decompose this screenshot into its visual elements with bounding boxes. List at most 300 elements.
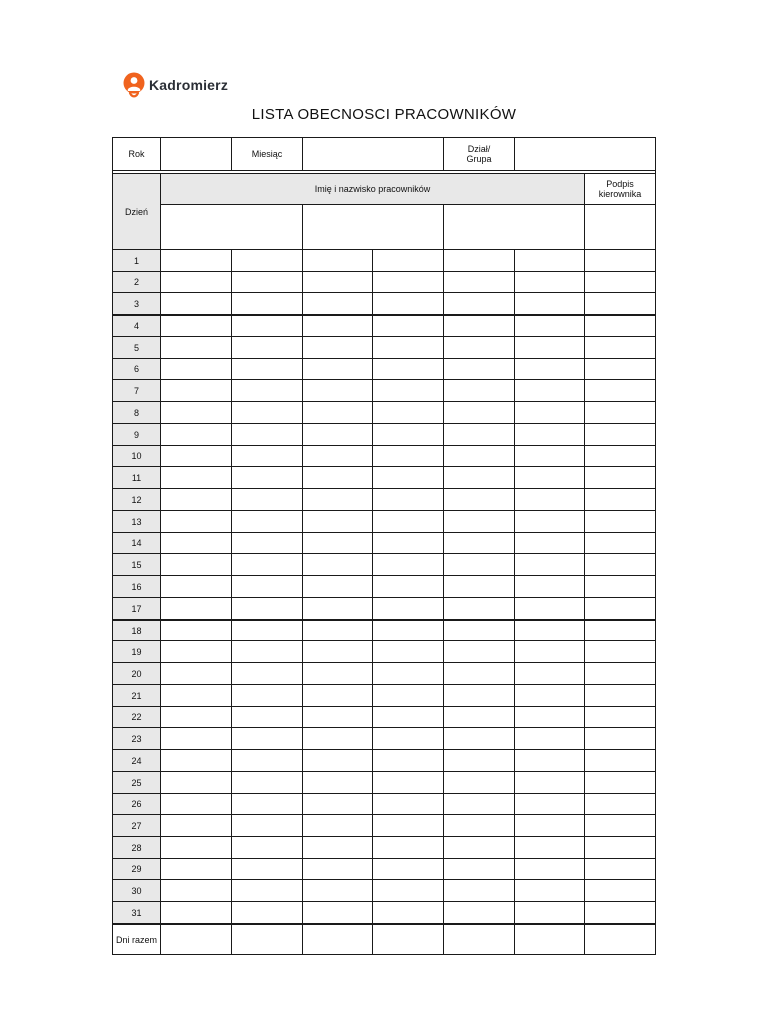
day-7-cell-7[interactable] — [584, 379, 656, 402]
day-5-cell-1[interactable] — [160, 336, 232, 359]
day-24-cell-6[interactable] — [514, 749, 585, 772]
day-23-cell-1[interactable] — [160, 727, 232, 750]
day-20-cell-4[interactable] — [372, 662, 444, 685]
day-21-cell-3[interactable] — [302, 684, 373, 707]
day-28-cell-5[interactable] — [443, 836, 515, 859]
day-25-cell-4[interactable] — [372, 771, 444, 794]
day-17-cell-7[interactable] — [584, 597, 656, 620]
day-1-cell-5[interactable] — [443, 249, 515, 272]
day-number-5 — [112, 336, 161, 359]
dni-razem-cell-1[interactable] — [160, 923, 232, 955]
day-20-cell-7[interactable] — [584, 662, 656, 685]
day-7-cell-4[interactable] — [372, 379, 444, 402]
day-11-cell-1[interactable] — [160, 466, 232, 489]
day-22-cell-1[interactable] — [160, 706, 232, 728]
day-number-11-text: 11 — [131, 472, 142, 483]
day-3-cell-4[interactable] — [372, 292, 444, 315]
day-18-cell-6[interactable] — [514, 619, 585, 641]
day-16-cell-1[interactable] — [160, 575, 232, 598]
day-1-cell-2[interactable] — [231, 249, 303, 272]
day-number-12-text: 12 — [131, 494, 142, 505]
day-28-cell-2[interactable] — [231, 836, 303, 859]
day-number-3 — [112, 292, 161, 315]
day-30-cell-4[interactable] — [372, 879, 444, 902]
day-13-cell-7[interactable] — [584, 510, 656, 533]
day-16-cell-6[interactable] — [514, 575, 585, 598]
rok-label — [112, 137, 161, 171]
day-2-cell-7[interactable] — [584, 271, 656, 293]
day-6-cell-6[interactable] — [514, 358, 585, 380]
day-1-cell-3[interactable] — [302, 249, 373, 272]
day-29-cell-3[interactable] — [302, 858, 373, 880]
day-number-31 — [112, 901, 161, 924]
dni-razem-cell-7[interactable] — [584, 923, 656, 955]
day-23-cell-4[interactable] — [372, 727, 444, 750]
day-number-10 — [112, 445, 161, 467]
day-11-cell-2[interactable] — [231, 466, 303, 489]
day-27-cell-1[interactable] — [160, 814, 232, 837]
day-27-cell-6[interactable] — [514, 814, 585, 837]
day-22-cell-5[interactable] — [443, 706, 515, 728]
day-20-cell-6[interactable] — [514, 662, 585, 685]
day-10-cell-2[interactable] — [231, 445, 303, 467]
day-18-cell-1[interactable] — [160, 619, 232, 641]
day-30-cell-6[interactable] — [514, 879, 585, 902]
day-number-25-text: 25 — [131, 777, 142, 788]
day-17-cell-2[interactable] — [231, 597, 303, 620]
day-4-cell-4[interactable] — [372, 314, 444, 337]
day-number-4 — [112, 314, 161, 337]
day-3-cell-5[interactable] — [443, 292, 515, 315]
day-20-cell-3[interactable] — [302, 662, 373, 685]
day-4-cell-2[interactable] — [231, 314, 303, 337]
day-number-3-text: 3 — [133, 298, 139, 309]
day-6-cell-3[interactable] — [302, 358, 373, 380]
day-11-cell-6[interactable] — [514, 466, 585, 489]
day-8-cell-4[interactable] — [372, 401, 444, 424]
day-3-cell-2[interactable] — [231, 292, 303, 315]
day-12-cell-5[interactable] — [443, 488, 515, 511]
day-15-cell-7[interactable] — [584, 553, 656, 576]
day-22-cell-4[interactable] — [372, 706, 444, 728]
miesiac-field[interactable] — [302, 137, 444, 171]
day-19-cell-6[interactable] — [514, 640, 585, 663]
day-17-cell-1[interactable] — [160, 597, 232, 620]
day-number-22 — [112, 706, 161, 728]
day-18-cell-5[interactable] — [443, 619, 515, 641]
day-9-cell-3[interactable] — [302, 423, 373, 446]
day-number-17 — [112, 597, 161, 620]
day-number-25 — [112, 771, 161, 794]
day-5-cell-7[interactable] — [584, 336, 656, 359]
day-16-cell-7[interactable] — [584, 575, 656, 598]
day-9-cell-5[interactable] — [443, 423, 515, 446]
day-25-cell-2[interactable] — [231, 771, 303, 794]
day-28-cell-3[interactable] — [302, 836, 373, 859]
day-1-cell-4[interactable] — [372, 249, 444, 272]
day-23-cell-7[interactable] — [584, 727, 656, 750]
day-15-cell-6[interactable] — [514, 553, 585, 576]
day-8-cell-5[interactable] — [443, 401, 515, 424]
dzial-label-text — [466, 144, 491, 164]
day-2-cell-4[interactable] — [372, 271, 444, 293]
day-8-cell-3[interactable] — [302, 401, 373, 424]
day-27-cell-5[interactable] — [443, 814, 515, 837]
day-16-cell-3[interactable] — [302, 575, 373, 598]
day-7-cell-5[interactable] — [443, 379, 515, 402]
dni-razem-label — [112, 923, 161, 955]
day-number-2 — [112, 271, 161, 293]
day-5-cell-3[interactable] — [302, 336, 373, 359]
day-12-cell-4[interactable] — [372, 488, 444, 511]
day-5-cell-5[interactable] — [443, 336, 515, 359]
day-number-17-text: 17 — [131, 603, 142, 614]
day-13-cell-4[interactable] — [372, 510, 444, 533]
day-number-1-text: 1 — [133, 255, 139, 266]
day-20-cell-1[interactable] — [160, 662, 232, 685]
day-25-cell-6[interactable] — [514, 771, 585, 794]
day-3-cell-1[interactable] — [160, 292, 232, 315]
day-20-cell-2[interactable] — [231, 662, 303, 685]
day-11-cell-7[interactable] — [584, 466, 656, 489]
day-number-23-text: 23 — [131, 733, 142, 744]
day-8-cell-6[interactable] — [514, 401, 585, 424]
day-10-cell-5[interactable] — [443, 445, 515, 467]
day-2-cell-6[interactable] — [514, 271, 585, 293]
day-number-6 — [112, 358, 161, 380]
dni-razem-label-text: Dni razem — [115, 934, 157, 945]
day-18-cell-2[interactable] — [231, 619, 303, 641]
day-number-18 — [112, 619, 161, 641]
day-2-cell-3[interactable] — [302, 271, 373, 293]
day-number-7-text: 7 — [133, 385, 139, 396]
day-29-cell-6[interactable] — [514, 858, 585, 880]
day-10-cell-7[interactable] — [584, 445, 656, 467]
day-21-cell-6[interactable] — [514, 684, 585, 707]
day-26-cell-3[interactable] — [302, 793, 373, 815]
day-21-cell-5[interactable] — [443, 684, 515, 707]
day-number-16-text: 16 — [131, 581, 142, 592]
day-18-cell-4[interactable] — [372, 619, 444, 641]
day-number-29-text: 29 — [131, 864, 142, 874]
day-15-cell-2[interactable] — [231, 553, 303, 576]
day-22-cell-7[interactable] — [584, 706, 656, 728]
day-14-cell-1[interactable] — [160, 532, 232, 554]
day-21-cell-1[interactable] — [160, 684, 232, 707]
day-number-20 — [112, 662, 161, 685]
day-15-cell-3[interactable] — [302, 553, 373, 576]
day-10-cell-6[interactable] — [514, 445, 585, 467]
day-28-cell-7[interactable] — [584, 836, 656, 859]
day-8-cell-7[interactable] — [584, 401, 656, 424]
day-14-cell-6[interactable] — [514, 532, 585, 554]
day-2-cell-1[interactable] — [160, 271, 232, 293]
day-number-16 — [112, 575, 161, 598]
day-16-cell-5[interactable] — [443, 575, 515, 598]
day-14-cell-7[interactable] — [584, 532, 656, 554]
day-21-cell-7[interactable] — [584, 684, 656, 707]
podpis-name-field[interactable] — [584, 204, 656, 250]
day-22-cell-3[interactable] — [302, 706, 373, 728]
day-9-cell-1[interactable] — [160, 423, 232, 446]
day-12-cell-1[interactable] — [160, 488, 232, 511]
day-number-12 — [112, 488, 161, 511]
dni-razem-cell-6[interactable] — [514, 923, 585, 955]
day-number-27-text: 27 — [131, 820, 142, 831]
day-number-15-text: 15 — [131, 559, 142, 570]
day-1-cell-6[interactable] — [514, 249, 585, 272]
day-4-cell-3[interactable] — [302, 314, 373, 337]
day-number-21 — [112, 684, 161, 707]
day-6-cell-7[interactable] — [584, 358, 656, 380]
day-24-cell-3[interactable] — [302, 749, 373, 772]
miesiac-label-text: Miesiąc — [251, 149, 283, 159]
day-26-cell-5[interactable] — [443, 793, 515, 815]
dzial-field[interactable] — [514, 137, 656, 171]
dzien-header-text: Dzień — [124, 206, 148, 217]
day-number-22-text: 22 — [131, 712, 142, 722]
day-3-cell-3[interactable] — [302, 292, 373, 315]
day-5-cell-2[interactable] — [231, 336, 303, 359]
day-number-14 — [112, 532, 161, 554]
day-22-cell-2[interactable] — [231, 706, 303, 728]
day-23-cell-2[interactable] — [231, 727, 303, 750]
day-25-cell-5[interactable] — [443, 771, 515, 794]
day-26-cell-1[interactable] — [160, 793, 232, 815]
dzien-header — [112, 173, 161, 250]
day-number-23 — [112, 727, 161, 750]
day-22-cell-6[interactable] — [514, 706, 585, 728]
day-6-cell-2[interactable] — [231, 358, 303, 380]
miesiac-label — [231, 137, 303, 171]
day-19-cell-7[interactable] — [584, 640, 656, 663]
day-number-28-text: 28 — [131, 842, 142, 853]
day-12-cell-6[interactable] — [514, 488, 585, 511]
day-14-cell-5[interactable] — [443, 532, 515, 554]
day-6-cell-1[interactable] — [160, 358, 232, 380]
rok-field[interactable] — [160, 137, 232, 171]
day-4-cell-7[interactable] — [584, 314, 656, 337]
day-11-cell-4[interactable] — [372, 466, 444, 489]
dzial-label-line-2: Grupa — [466, 154, 492, 164]
dzial-label — [443, 137, 515, 171]
day-9-cell-2[interactable] — [231, 423, 303, 446]
day-17-cell-5[interactable] — [443, 597, 515, 620]
day-21-cell-4[interactable] — [372, 684, 444, 707]
day-31-cell-3[interactable] — [302, 901, 373, 924]
day-number-27 — [112, 814, 161, 837]
day-29-cell-7[interactable] — [584, 858, 656, 880]
day-30-cell-1[interactable] — [160, 879, 232, 902]
day-20-cell-5[interactable] — [443, 662, 515, 685]
day-14-cell-2[interactable] — [231, 532, 303, 554]
day-27-cell-4[interactable] — [372, 814, 444, 837]
day-8-cell-1[interactable] — [160, 401, 232, 424]
day-9-cell-6[interactable] — [514, 423, 585, 446]
day-7-cell-1[interactable] — [160, 379, 232, 402]
day-30-cell-3[interactable] — [302, 879, 373, 902]
day-19-cell-3[interactable] — [302, 640, 373, 663]
day-13-cell-1[interactable] — [160, 510, 232, 533]
day-27-cell-2[interactable] — [231, 814, 303, 837]
day-25-cell-3[interactable] — [302, 771, 373, 794]
day-28-cell-4[interactable] — [372, 836, 444, 859]
day-12-cell-3[interactable] — [302, 488, 373, 511]
day-11-cell-5[interactable] — [443, 466, 515, 489]
day-29-cell-1[interactable] — [160, 858, 232, 880]
day-number-26-text: 26 — [131, 799, 142, 809]
day-number-14-text: 14 — [131, 538, 142, 548]
day-1-cell-7[interactable] — [584, 249, 656, 272]
day-26-cell-6[interactable] — [514, 793, 585, 815]
day-3-cell-7[interactable] — [584, 292, 656, 315]
day-number-13-text: 13 — [131, 516, 142, 527]
day-31-cell-4[interactable] — [372, 901, 444, 924]
day-number-20-text: 20 — [131, 668, 142, 679]
employee-name-field-1[interactable] — [160, 204, 303, 250]
attendance-table — [112, 137, 655, 955]
day-26-cell-2[interactable] — [231, 793, 303, 815]
day-24-cell-2[interactable] — [231, 749, 303, 772]
day-10-cell-1[interactable] — [160, 445, 232, 467]
day-11-cell-3[interactable] — [302, 466, 373, 489]
day-15-cell-1[interactable] — [160, 553, 232, 576]
day-number-4-text: 4 — [133, 321, 139, 331]
logo-wordmark: Kadromierz — [149, 77, 229, 93]
day-5-cell-4[interactable] — [372, 336, 444, 359]
page-title: LISTA OBECNOSCI PRACOWNIKÓW — [251, 106, 517, 123]
day-number-28 — [112, 836, 161, 859]
day-17-cell-4[interactable] — [372, 597, 444, 620]
day-12-cell-7[interactable] — [584, 488, 656, 511]
day-12-cell-2[interactable] — [231, 488, 303, 511]
day-29-cell-2[interactable] — [231, 858, 303, 880]
dni-razem-cell-5[interactable] — [443, 923, 515, 955]
day-15-cell-4[interactable] — [372, 553, 444, 576]
day-6-cell-4[interactable] — [372, 358, 444, 380]
day-23-cell-6[interactable] — [514, 727, 585, 750]
day-31-cell-5[interactable] — [443, 901, 515, 924]
day-number-6-text: 6 — [133, 364, 139, 374]
dni-razem-cell-2[interactable] — [231, 923, 303, 955]
day-number-18-text: 18 — [131, 625, 142, 636]
day-31-cell-7[interactable] — [584, 901, 656, 924]
day-7-cell-2[interactable] — [231, 379, 303, 402]
dni-razem-cell-4[interactable] — [372, 923, 444, 955]
day-24-cell-4[interactable] — [372, 749, 444, 772]
day-number-8-text: 8 — [133, 407, 139, 418]
day-6-cell-5[interactable] — [443, 358, 515, 380]
day-13-cell-3[interactable] — [302, 510, 373, 533]
employee-name-field-2[interactable] — [302, 204, 444, 250]
day-25-cell-7[interactable] — [584, 771, 656, 794]
day-number-8 — [112, 401, 161, 424]
day-27-cell-3[interactable] — [302, 814, 373, 837]
day-1-cell-1[interactable] — [160, 249, 232, 272]
dni-razem-cell-3[interactable] — [302, 923, 373, 955]
day-10-cell-3[interactable] — [302, 445, 373, 467]
day-15-cell-5[interactable] — [443, 553, 515, 576]
day-number-10-text: 10 — [131, 451, 142, 461]
day-3-cell-6[interactable] — [514, 292, 585, 315]
day-17-cell-3[interactable] — [302, 597, 373, 620]
day-16-cell-2[interactable] — [231, 575, 303, 598]
employees-header — [160, 173, 585, 205]
day-23-cell-3[interactable] — [302, 727, 373, 750]
day-number-29 — [112, 858, 161, 880]
day-19-cell-4[interactable] — [372, 640, 444, 663]
day-29-cell-4[interactable] — [372, 858, 444, 880]
day-13-cell-6[interactable] — [514, 510, 585, 533]
day-8-cell-2[interactable] — [231, 401, 303, 424]
day-4-cell-5[interactable] — [443, 314, 515, 337]
day-14-cell-3[interactable] — [302, 532, 373, 554]
day-16-cell-4[interactable] — [372, 575, 444, 598]
day-30-cell-2[interactable] — [231, 879, 303, 902]
day-4-cell-6[interactable] — [514, 314, 585, 337]
day-number-31-text: 31 — [131, 907, 142, 918]
day-5-cell-6[interactable] — [514, 336, 585, 359]
day-27-cell-7[interactable] — [584, 814, 656, 837]
day-19-cell-5[interactable] — [443, 640, 515, 663]
day-29-cell-5[interactable] — [443, 858, 515, 880]
day-28-cell-1[interactable] — [160, 836, 232, 859]
day-2-cell-2[interactable] — [231, 271, 303, 293]
day-25-cell-1[interactable] — [160, 771, 232, 794]
day-4-cell-1[interactable] — [160, 314, 232, 337]
day-9-cell-4[interactable] — [372, 423, 444, 446]
podpis-header — [584, 173, 656, 205]
day-9-cell-7[interactable] — [584, 423, 656, 446]
day-30-cell-7[interactable] — [584, 879, 656, 902]
day-19-cell-2[interactable] — [231, 640, 303, 663]
day-24-cell-1[interactable] — [160, 749, 232, 772]
day-number-30 — [112, 879, 161, 902]
day-17-cell-6[interactable] — [514, 597, 585, 620]
day-number-5-text: 5 — [133, 342, 139, 353]
day-31-cell-2[interactable] — [231, 901, 303, 924]
day-2-cell-5[interactable] — [443, 271, 515, 293]
day-10-cell-4[interactable] — [372, 445, 444, 467]
day-14-cell-4[interactable] — [372, 532, 444, 554]
day-13-cell-2[interactable] — [231, 510, 303, 533]
day-13-cell-5[interactable] — [443, 510, 515, 533]
day-24-cell-7[interactable] — [584, 749, 656, 772]
day-number-30-text: 30 — [131, 885, 142, 896]
day-21-cell-2[interactable] — [231, 684, 303, 707]
day-24-cell-5[interactable] — [443, 749, 515, 772]
day-number-24 — [112, 749, 161, 772]
day-28-cell-6[interactable] — [514, 836, 585, 859]
podpis-header-line-2: kierownika — [598, 189, 642, 199]
day-26-cell-4[interactable] — [372, 793, 444, 815]
day-26-cell-7[interactable] — [584, 793, 656, 815]
day-31-cell-1[interactable] — [160, 901, 232, 924]
podpis-header-text — [599, 179, 642, 199]
day-19-cell-1[interactable] — [160, 640, 232, 663]
day-number-9-text: 9 — [133, 429, 139, 440]
day-number-15 — [112, 553, 161, 576]
day-23-cell-5[interactable] — [443, 727, 515, 750]
day-7-cell-3[interactable] — [302, 379, 373, 402]
employee-name-field-3[interactable] — [443, 204, 585, 250]
day-18-cell-3[interactable] — [302, 619, 373, 641]
day-number-21-text: 21 — [131, 690, 142, 701]
day-30-cell-5[interactable] — [443, 879, 515, 902]
day-7-cell-6[interactable] — [514, 379, 585, 402]
day-18-cell-7[interactable] — [584, 619, 656, 641]
day-31-cell-6[interactable] — [514, 901, 585, 924]
